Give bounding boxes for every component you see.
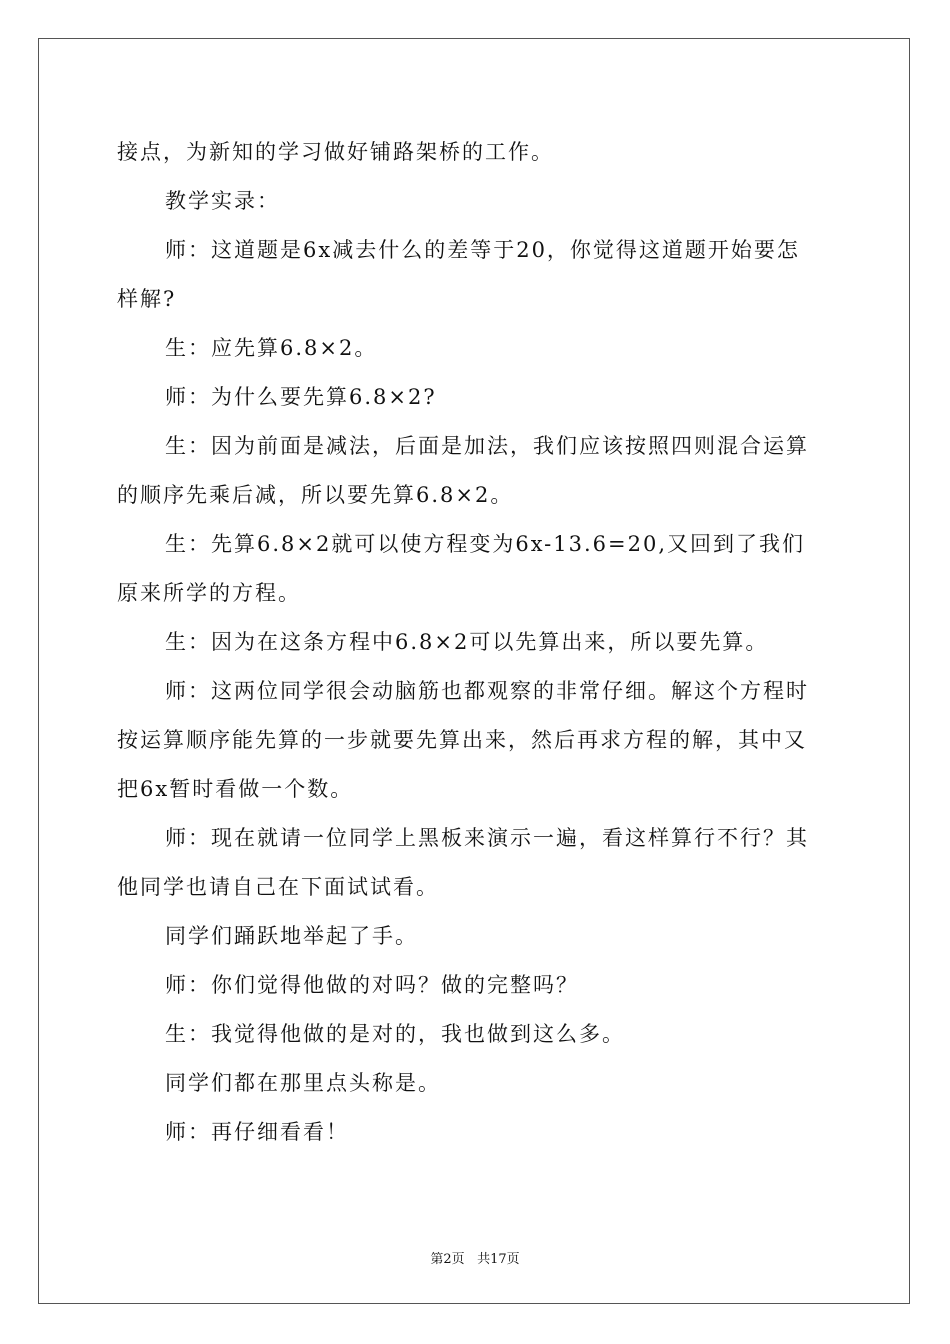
paragraph — [117, 520, 837, 618]
paragraph — [117, 177, 837, 226]
paragraph-line: 生：先算6.8×2就可以使方程变为6x-13.6=20,又回到了我们 — [165, 532, 806, 556]
paragraph-line: 师：你们觉得他做的对吗？做的完整吗？ — [165, 973, 579, 997]
page-total: 共17页 — [477, 1252, 520, 1267]
paragraph-line: 师：再仔细看看！ — [165, 1120, 349, 1144]
paragraph-line: 生：因为在这条方程中6.8×2可以先算出来，所以要先算。 — [165, 630, 769, 654]
paragraph — [117, 618, 837, 667]
paragraph-line: 他同学也请自己在下面试试看。 — [117, 875, 439, 899]
paragraph-line: 师：为什么要先算6.8×2? — [165, 385, 437, 409]
paragraph-line: 原来所学的方程。 — [117, 581, 301, 605]
paragraph-line: 师：这两位同学很会动脑筋也都观察的非常仔细。解这个方程时 — [165, 679, 809, 703]
paragraph-line: 同学们都在那里点头称是。 — [165, 1071, 441, 1095]
paragraph-line: 按运算顺序能先算的一步就要先算出来，然后再求方程的解，其中又 — [117, 728, 807, 752]
paragraph-line: 生：应先算6.8×2。 — [165, 336, 378, 360]
paragraph — [117, 912, 837, 961]
paragraph — [117, 1010, 837, 1059]
paragraph-line: 生：因为前面是减法，后面是加法，我们应该按照四则混合运算 — [165, 434, 809, 458]
paragraph — [117, 1108, 837, 1157]
paragraph — [117, 422, 837, 520]
paragraph-line: 教学实录： — [165, 189, 280, 213]
paragraph-line: 师：这道题是6x减去什么的差等于20，你觉得这道题开始要怎 — [165, 238, 800, 262]
paragraph — [117, 128, 837, 177]
document-body — [117, 128, 837, 1157]
paragraph — [117, 226, 837, 324]
paragraph-line: 的顺序先乘后减，所以要先算6.8×2。 — [117, 483, 514, 507]
paragraph — [117, 324, 837, 373]
paragraph-line: 同学们踊跃地举起了手。 — [165, 924, 418, 948]
paragraph-line: 接点，为新知的学习做好铺路架桥的工作。 — [117, 140, 554, 164]
paragraph-line: 生：我觉得他做的是对的，我也做到这么多。 — [165, 1022, 625, 1046]
paragraph-line: 把6x暂时看做一个数。 — [117, 777, 354, 801]
page-footer — [0, 1248, 950, 1267]
paragraph-line: 师：现在就请一位同学上黑板来演示一遍，看这样算行不行？其 — [165, 826, 809, 850]
paragraph — [117, 373, 837, 422]
paragraph — [117, 1059, 837, 1108]
paragraph — [117, 814, 837, 912]
paragraph — [117, 961, 837, 1010]
page-number: 第2页 — [430, 1252, 465, 1267]
paragraph-line: 样解? — [117, 287, 177, 311]
paragraph — [117, 667, 837, 814]
